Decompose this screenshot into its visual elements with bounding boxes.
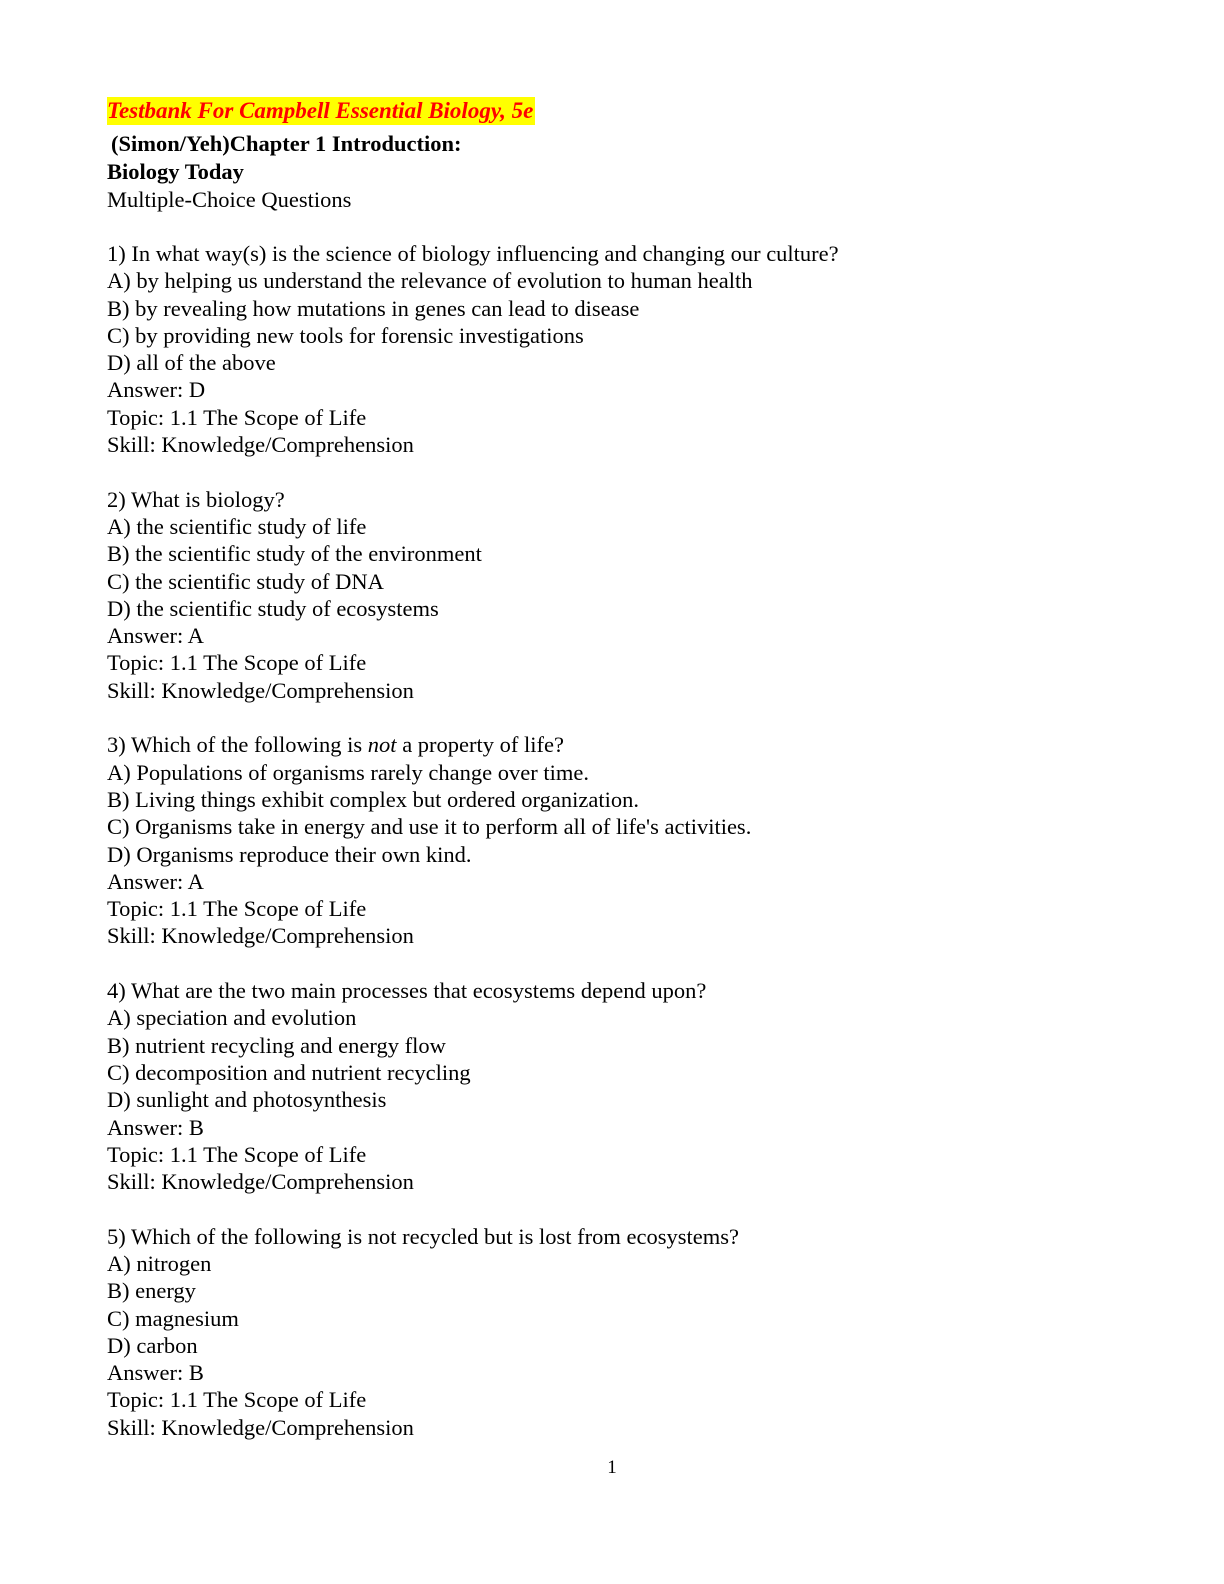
question-3 [107, 731, 1117, 949]
chapter-title-line-2: Biology Today [107, 159, 244, 184]
question-stem: 4) What are the two main processes that ecosystems depend upon? [107, 978, 707, 1004]
topic-line: Topic: 1.1 The Scope of Life [107, 404, 367, 430]
option-c: C) magnesium [107, 1305, 239, 1331]
question-stem: 2) What is biology? [107, 486, 285, 512]
question-5 [107, 1223, 1117, 1441]
option-c: C) decomposition and nutrient recycling [107, 1059, 471, 1085]
question-stem [107, 731, 1117, 758]
topic-line: Topic: 1.1 The Scope of Life [107, 1387, 367, 1413]
topic-line: Topic: 1.1 The Scope of Life [107, 650, 367, 676]
document-header [107, 97, 1117, 213]
option-a: A) speciation and evolution [107, 1005, 357, 1031]
option-b: B) Living things exhibit complex but ordered organization. [107, 786, 639, 812]
skill-line: Skill: Knowledge/Comprehension [107, 1169, 414, 1195]
answer-line: Answer: D [107, 377, 206, 403]
option-a: A) Populations of organisms rarely change over time. [107, 759, 589, 785]
question-2 [107, 486, 1117, 704]
skill-line: Skill: Knowledge/Comprehension [107, 923, 414, 949]
answer-line: Answer: A [107, 868, 204, 894]
answer-line: Answer: B [107, 1360, 204, 1386]
skill-line: Skill: Knowledge/Comprehension [107, 677, 414, 703]
option-a: A) nitrogen [107, 1250, 212, 1276]
stem-emphasis: not [367, 732, 397, 758]
page-number: 1 [607, 1457, 617, 1478]
option-a: A) the scientific study of life [107, 513, 367, 539]
section-label: Multiple-Choice Questions [107, 187, 352, 212]
chapter-title [107, 130, 1117, 186]
option-d: D) sunlight and photosynthesis [107, 1087, 387, 1113]
option-c: C) by providing new tools for forensic investigations [107, 322, 584, 348]
question-1 [107, 240, 1117, 458]
question-4 [107, 977, 1117, 1195]
document-page [107, 97, 1117, 1468]
option-b: B) nutrient recycling and energy flow [107, 1032, 446, 1058]
answer-line: Answer: A [107, 623, 204, 649]
option-b: B) the scientific study of the environment [107, 541, 482, 567]
option-d: D) all of the above [107, 350, 276, 376]
option-d: D) the scientific study of ecosystems [107, 595, 439, 621]
option-c: C) the scientific study of DNA [107, 568, 384, 594]
option-b: B) energy [107, 1278, 196, 1304]
chapter-title-line-1: (Simon/Yeh)Chapter 1 Introduction: [111, 131, 462, 156]
option-a: A) by helping us understand the relevance of evolution to human health [107, 268, 753, 294]
question-stem: 1) In what way(s) is the science of biology influencing and changing our culture? [107, 241, 839, 266]
answer-line: Answer: B [107, 1114, 204, 1140]
topic-line: Topic: 1.1 The Scope of Life [107, 1141, 367, 1167]
stem-text-after: a property of life? [396, 732, 564, 758]
topic-line: Topic: 1.1 The Scope of Life [107, 896, 367, 922]
question-stem: 5) Which of the following is not recycled but is lost from ecosystems? [107, 1223, 739, 1249]
option-d: D) Organisms reproduce their own kind. [107, 841, 472, 867]
option-d: D) carbon [107, 1332, 198, 1358]
skill-line: Skill: Knowledge/Comprehension [107, 432, 414, 458]
option-b: B) by revealing how mutations in genes can lead to disease [107, 295, 640, 321]
stem-text-before: 3) Which of the following is [107, 732, 368, 758]
skill-line: Skill: Knowledge/Comprehension [107, 1414, 414, 1440]
option-c: C) Organisms take in energy and use it to perform all of life's activities. [107, 814, 752, 840]
testbank-banner: Testbank For Campbell Essential Biology, 5e [107, 98, 534, 123]
